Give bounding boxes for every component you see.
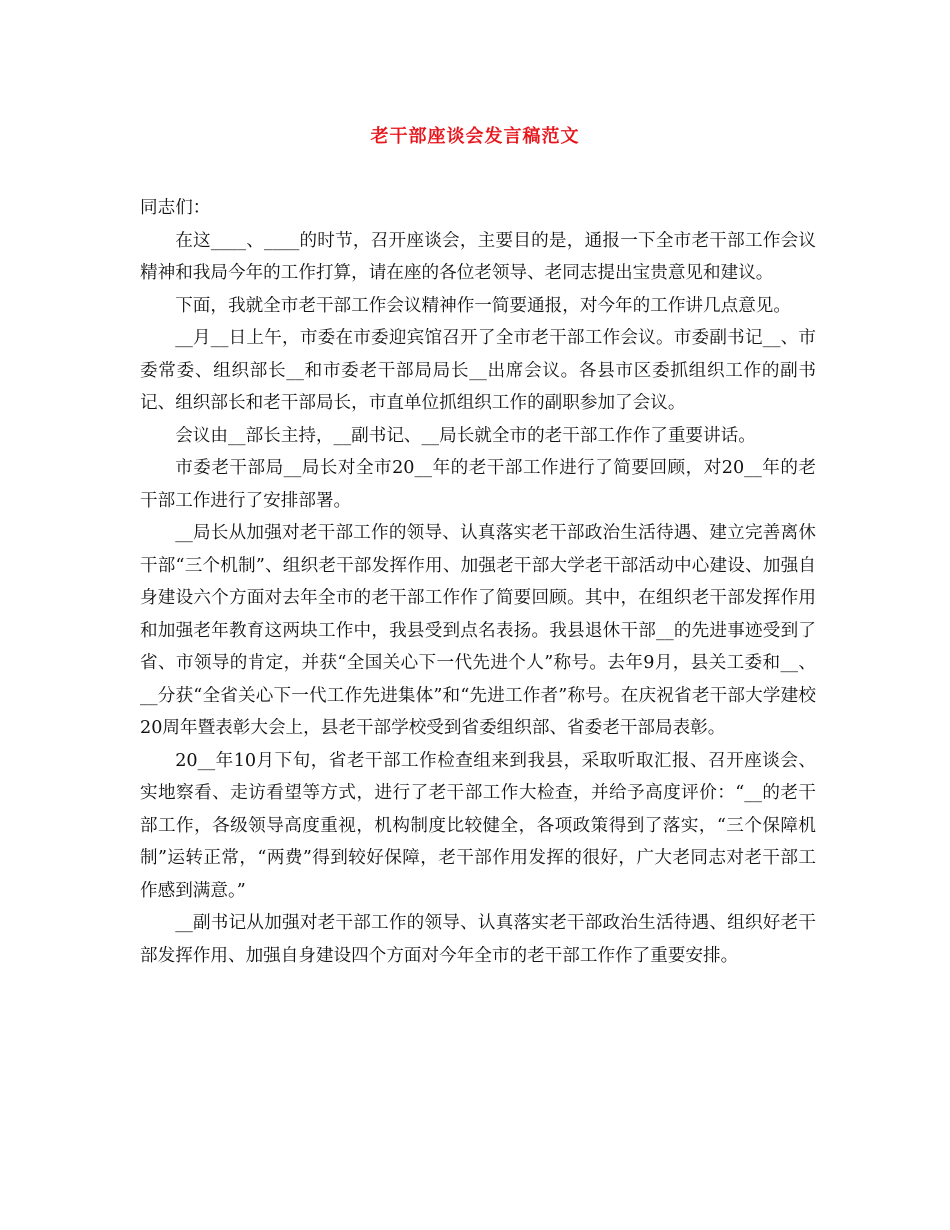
paragraph-opening: 在这____、____的时节，召开座谈会，主要目的是，通报一下全市老干部工作会议精神和我局今年的工作打算，请在座的各位老领导、老同志提出宝贵意见和建议。 xyxy=(140,230,816,283)
paragraph-review: 市委老干部局__局长对全市20__年的老干部工作进行了简要回顾，对20__年的老干部工作进行了安排部署。 xyxy=(140,458,816,511)
paragraph-inspection: 20__年10月下旬，省老干部工作检查组来到我县，采取听取汇报、召开座谈会、实地察看、走访看望等方式，进行了老干部工作大检查，并给予高度评价：“__的老干部工作，各级领导高度重视，机构制度比较健全，各项政策得到了落实，“三个保障机制”运转正常，“两费”得到较好保障，老干部作用发挥的很好，广大老同志对老干部工作感到满意。” xyxy=(140,750,816,901)
document-body xyxy=(140,192,816,972)
salutation: 同志们： xyxy=(140,198,211,218)
paragraph-intro: 下面，我就全市老干部工作会议精神作一简要通报，对今年的工作讲几点意见。 xyxy=(175,295,791,316)
paragraph-arrangements: __副书记从加强对老干部工作的领导、认真落实老干部政治生活待遇、组织好老干部发挥作用、加强自身建设四个方面对今年全市的老干部工作作了重要安排。 xyxy=(140,913,816,966)
paragraph-achievements: __局长从加强对老干部工作的领导、认真落实老干部政治生活待遇、建立完善离休干部“三个机制”、组织老干部发挥作用、加强老干部大学老干部活动中心建设、加强自身建设六个方面对去年全市的老干部工作作了简要回顾。其中，在组织老干部发挥作用和加强老年教育这两块工作中，我县受到点名表扬。我县退休干部__的先进事迹受到了省、市领导的肯定，并获“全国关心下一代先进个人”称号。去年9月，县关工委和__、__分获“全省关心下一代工作先进集体”和“先进工作者”称号。在庆祝省老干部大学建校20周年暨表彰大会上，县老干部学校受到省委组织部、省委老干部局表彰。 xyxy=(140,523,816,738)
paragraph-meeting: __月__日上午，市委在市委迎宾馆召开了全市老干部工作会议。市委副书记__、市委常委、组织部长__和市委老干部局局长__出席会议。各县市区委抓组织工作的副书记、组织部长和老干部局长，市直单位抓组织工作的副职参加了会议。 xyxy=(140,328,816,413)
document-title: 老干部座谈会发言稿范文 xyxy=(370,126,580,147)
paragraph-chair: 会议由__部长主持，__副书记、__局长就全市的老干部工作作了重要讲话。 xyxy=(175,425,756,446)
